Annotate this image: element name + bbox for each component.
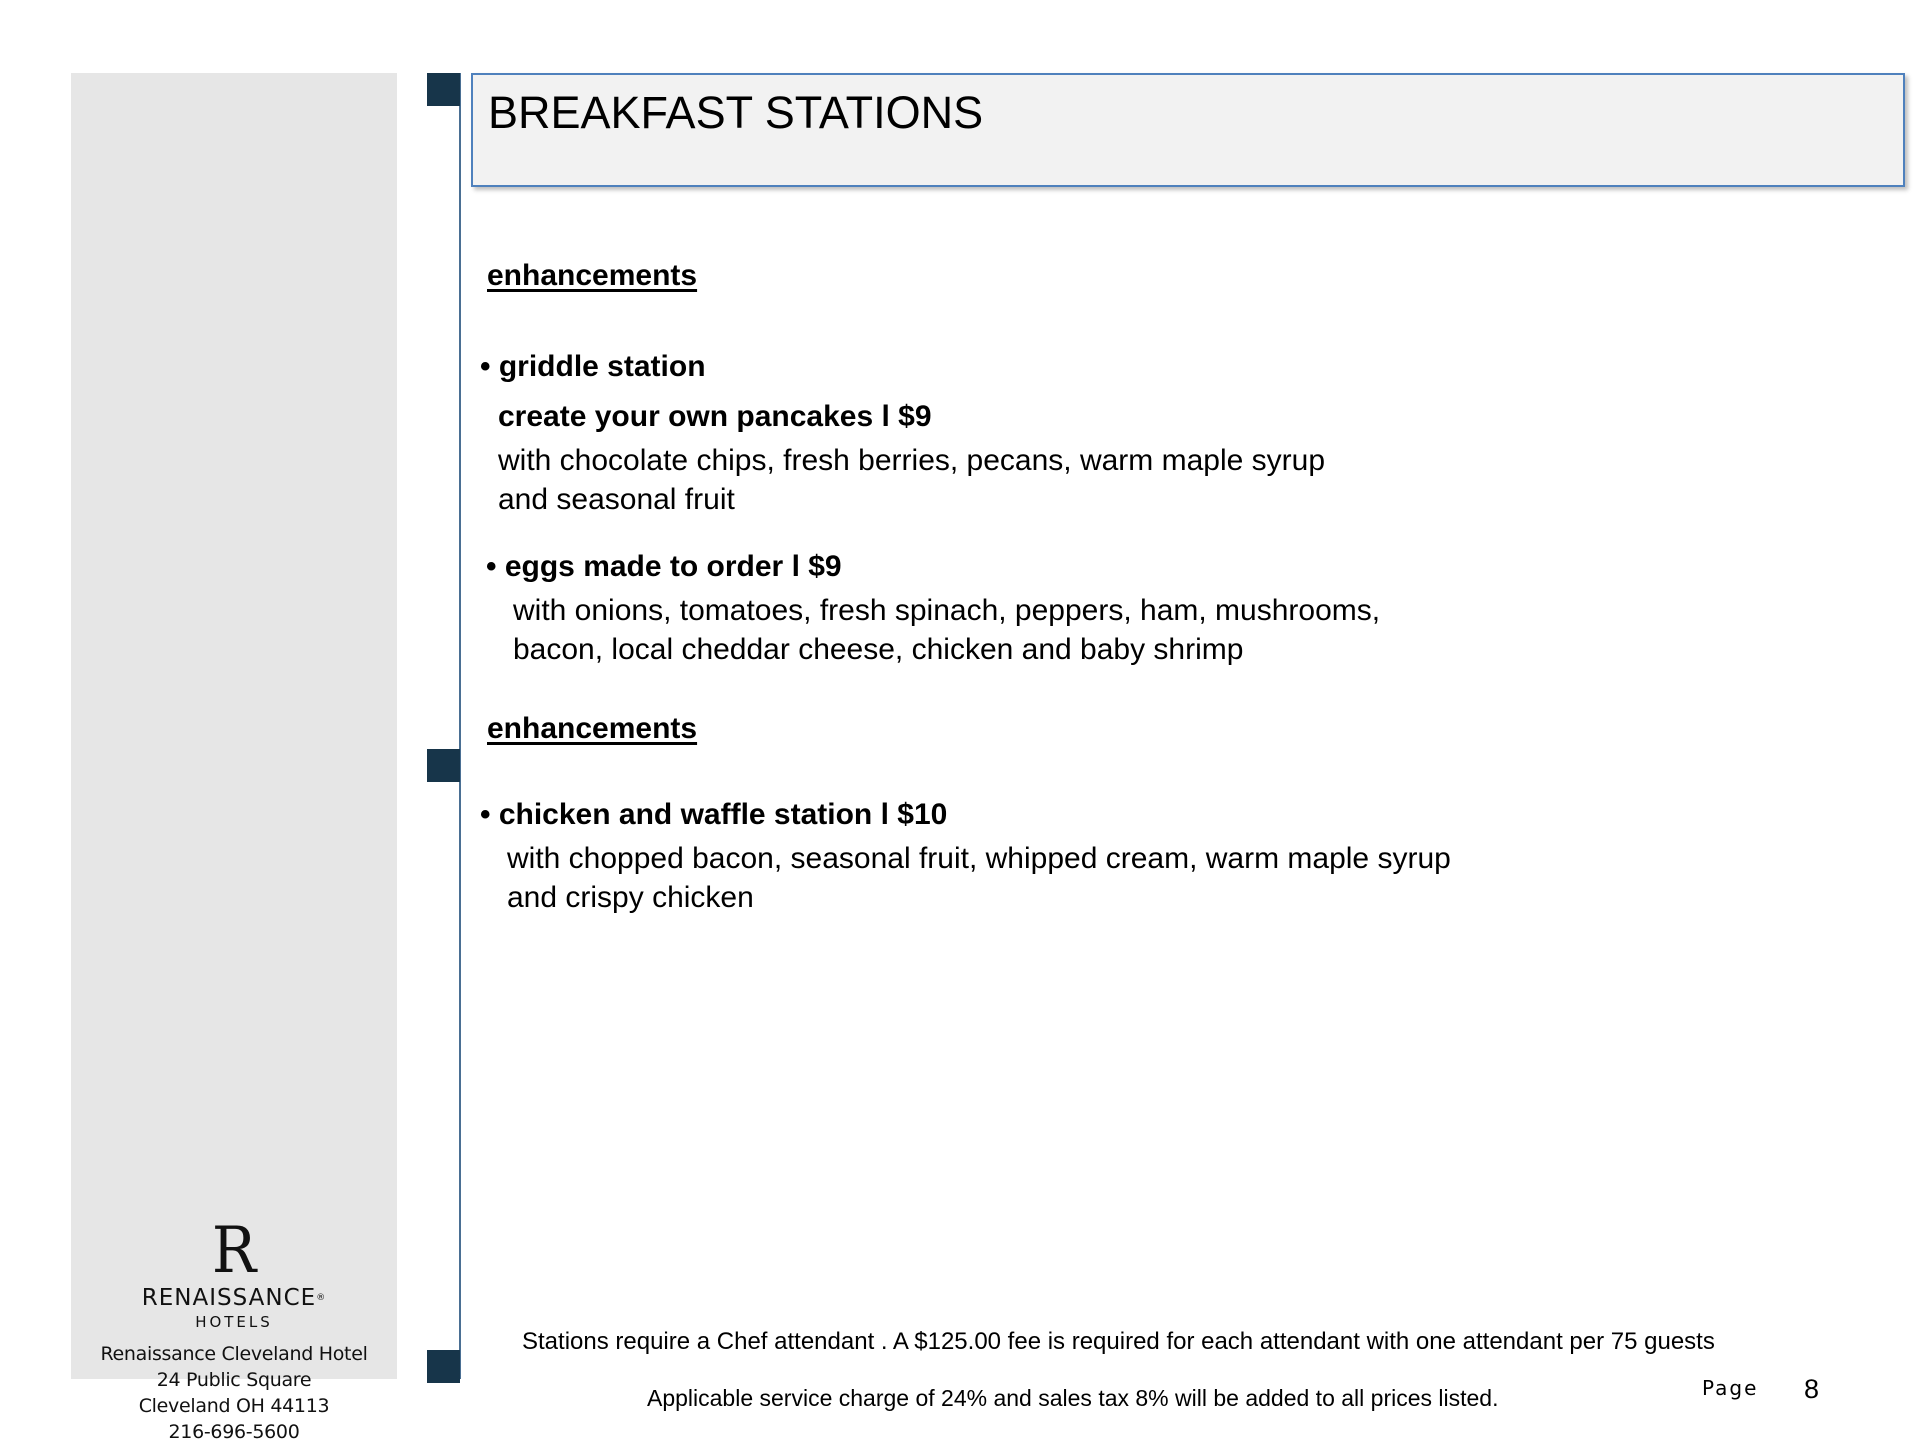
eggs-station-title: • eggs made to order l $9 <box>486 550 842 583</box>
logo-hotels-text: HOTELS <box>195 1313 273 1331</box>
service-charge-note: Applicable service charge of 24% and sales tax 8% will be added to all prices listed. <box>647 1385 1499 1411</box>
chicken-waffle-desc-line-1: with chopped bacon, seasonal fruit, whipped cream, warm maple syrup <box>507 842 1451 875</box>
chicken-waffle-desc-line-2: and crispy chicken <box>507 881 754 914</box>
logo-r-mark: R <box>211 1214 257 1288</box>
logo-brand-name <box>71 1284 397 1312</box>
accent-square-middle <box>427 749 460 782</box>
section-heading-2: enhancements <box>487 712 698 745</box>
eggs-desc-line-2: bacon, local cheddar cheese, chicken and baby shrimp <box>513 633 1244 666</box>
hotel-street: 24 Public Square <box>156 1369 312 1391</box>
logo-brand-text: RENAISSANCE <box>141 1285 317 1311</box>
accent-square-bottom <box>427 1350 460 1383</box>
hotel-address <box>71 1341 397 1440</box>
pancakes-desc-line-1: with chocolate chips, fresh berries, pecans, warm maple syrup <box>498 444 1326 477</box>
vertical-rule <box>459 73 461 1379</box>
renaissance-logo <box>71 1214 397 1332</box>
section-heading-1: enhancements <box>487 259 698 292</box>
eggs-desc-line-1: with onions, tomatoes, fresh spinach, peppers, ham, mushrooms, <box>513 594 1381 627</box>
attendant-fee-note: Stations require a Chef attendant . A $125.00 fee is required for each attendant with one attendant per 75 guests <box>522 1328 1715 1355</box>
page-label: Page <box>1702 1376 1759 1400</box>
title-box <box>471 73 1905 187</box>
chicken-waffle-station-title: • chicken and waffle station l $10 <box>480 798 948 831</box>
registered-mark: ® <box>316 1293 327 1303</box>
hotel-name: Renaissance Cleveland Hotel <box>100 1343 368 1365</box>
pancakes-subtitle: create your own pancakes l $9 <box>498 400 932 433</box>
sidebar-panel <box>71 73 397 1440</box>
page-title: BREAKFAST STATIONS <box>488 87 984 138</box>
griddle-station-title: • griddle station <box>480 350 706 383</box>
hotel-phone: 216-696-5600 <box>168 1421 300 1440</box>
accent-square-top <box>427 73 460 106</box>
pancakes-desc-line-2: and seasonal fruit <box>498 483 735 516</box>
page-number: 8 <box>1804 1374 1820 1404</box>
hotel-city: Cleveland OH 44113 <box>138 1395 330 1417</box>
